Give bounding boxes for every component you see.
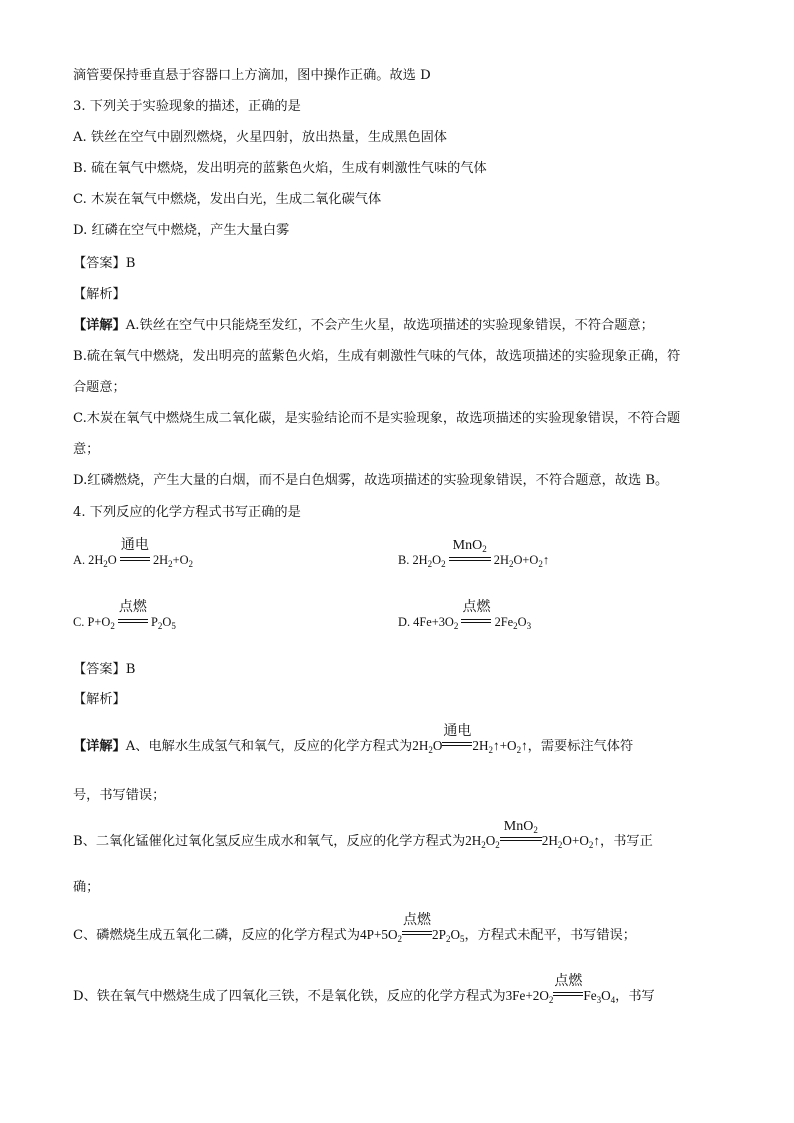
question-3-stem: 3. 下列关于实验现象的描述，正确的是 (73, 99, 301, 114)
question-4-option-a: A. $2H_2O$ 通电 $2H_2+O_2$ (73, 538, 194, 569)
equation: $3Fe+2O_2$ 点燃 $Fe_3O_4$ (505, 974, 616, 1005)
analysis-3-heading: 【解析】 (73, 287, 126, 302)
equation: $2H_2O_2$ MnO$_2$ $2H_2O+O_2↑$ (465, 819, 601, 850)
option-label: C. (73, 615, 85, 629)
equation: $4P+5O_2$ 点燃 $2P_2O_5$ (360, 913, 465, 944)
reaction-condition (553, 974, 583, 1006)
condition-text: 点燃 (403, 913, 432, 928)
detail-tag: 【详解】 (73, 318, 126, 333)
question-3-option-a: A. 铁丝在空气中剧烈燃烧，火星四射，放出热量，生成黑色固体 (73, 130, 447, 145)
question-4-option-c: C. $P+O_2$ 点燃 $P_2O_5$ (73, 600, 176, 631)
condition-text: 通电 (120, 538, 149, 553)
condition-text: 点燃 (462, 600, 491, 615)
option-label: B. (398, 553, 410, 567)
question-3-option-b: B. 硫在氧气中燃烧，发出明亮的蓝紫色火焰，生成有刺激性气味的气体 (73, 161, 487, 176)
question-4-stem: 4. 下列反应的化学方程式书写正确的是 (73, 505, 301, 520)
condition-text: 通电 (443, 724, 472, 739)
detail-3-b: B.硫在氧气中燃烧，发出明亮的蓝紫色火焰，生成有刺激性气味的气体，故选项描述的实验现象正确，符 (73, 349, 681, 364)
detail-4-a-cont: 号，书写错误； (73, 788, 166, 803)
detail-3-d: D.红磷燃烧，产生大量的白烟，而不是白色烟雾，故选项描述的实验现象错误，不符合题意，故选 B。 (73, 473, 669, 488)
reaction-condition (442, 724, 472, 756)
detail-3-a (73, 316, 654, 336)
detail-4-d: D、铁在氧气中燃烧生成了四氧化三铁，不是氧化铁，反应的化学方程式为$3Fe+2O_2$ 点燃 $Fe_3O_4$，书写 (73, 974, 655, 1005)
condition-text: 点燃 (554, 974, 583, 989)
question-3-option-d: D. 红磷在空气中燃烧，产生大量白雾 (73, 223, 290, 238)
condition-text: MnO$_2$ (503, 819, 538, 835)
detail-tag: 【详解】 (73, 739, 126, 754)
reaction-condition (402, 913, 432, 945)
detail-3-c-cont: 意； (73, 442, 100, 457)
answer-3: 【答案】B (73, 256, 136, 271)
question-3-option-c: C. 木炭在氧气中燃烧，发出白光，生成二氧化碳气体 (73, 192, 382, 207)
condition-text: MnO$_2$ (452, 538, 487, 554)
text-line: 滴管要保持垂直悬于容器口上方滴加，图中操作正确。故选 D (73, 68, 431, 83)
question-4-option-d: D. $4Fe+3O_2$ 点燃 $2Fe_2O_3$ (398, 600, 532, 631)
detail-4-a: 【详解】A、电解水生成氢气和氧气，反应的化学方程式为$2H_2O$ 通电 $2H_2↑+O_2↑$，需要标注气体符 (73, 724, 634, 755)
reaction-condition (118, 600, 148, 632)
reaction-condition (449, 538, 491, 570)
option-label: A. (73, 553, 86, 567)
detail-4-c: C、磷燃烧生成五氧化二磷，反应的化学方程式为$4P+5O_2$ 点燃 $2P_2O_5$，方程式未配平，书写错误； (73, 913, 636, 944)
detail-3-c: C.木炭在氧气中燃烧生成二氧化碳，是实验结论而不是实验现象，故选项描述的实验现象错误，不符合题 (73, 411, 681, 426)
reaction-condition (461, 600, 491, 632)
detail-4-b: B、二氧化锰催化过氧化氢反应生成水和氧气，反应的化学方程式为$2H_2O_2$ MnO$_2$ $2H_2O+O_2↑$，书写正 (73, 819, 653, 850)
reaction-condition (120, 538, 150, 570)
analysis-4-heading: 【解析】 (73, 692, 126, 707)
detail-4-b-cont: 确； (73, 880, 100, 895)
option-label: D. (398, 615, 411, 629)
reaction-condition (500, 819, 542, 851)
condition-text: 点燃 (118, 600, 147, 615)
question-4-option-b: B. $2H_2O_2$ MnO$_2$ $2H_2O+O_2↑$ (398, 538, 550, 569)
detail-text: A.铁丝在空气中只能烧至发红，不会产生火星，故选项描述的实验现象错误，不符合题意； (125, 318, 654, 333)
detail-3-b-cont: 合题意； (73, 380, 126, 395)
equation: $2H_2O$ 通电 $2H_2↑+O_2↑$ (412, 724, 528, 755)
answer-4: 【答案】B (73, 662, 136, 677)
